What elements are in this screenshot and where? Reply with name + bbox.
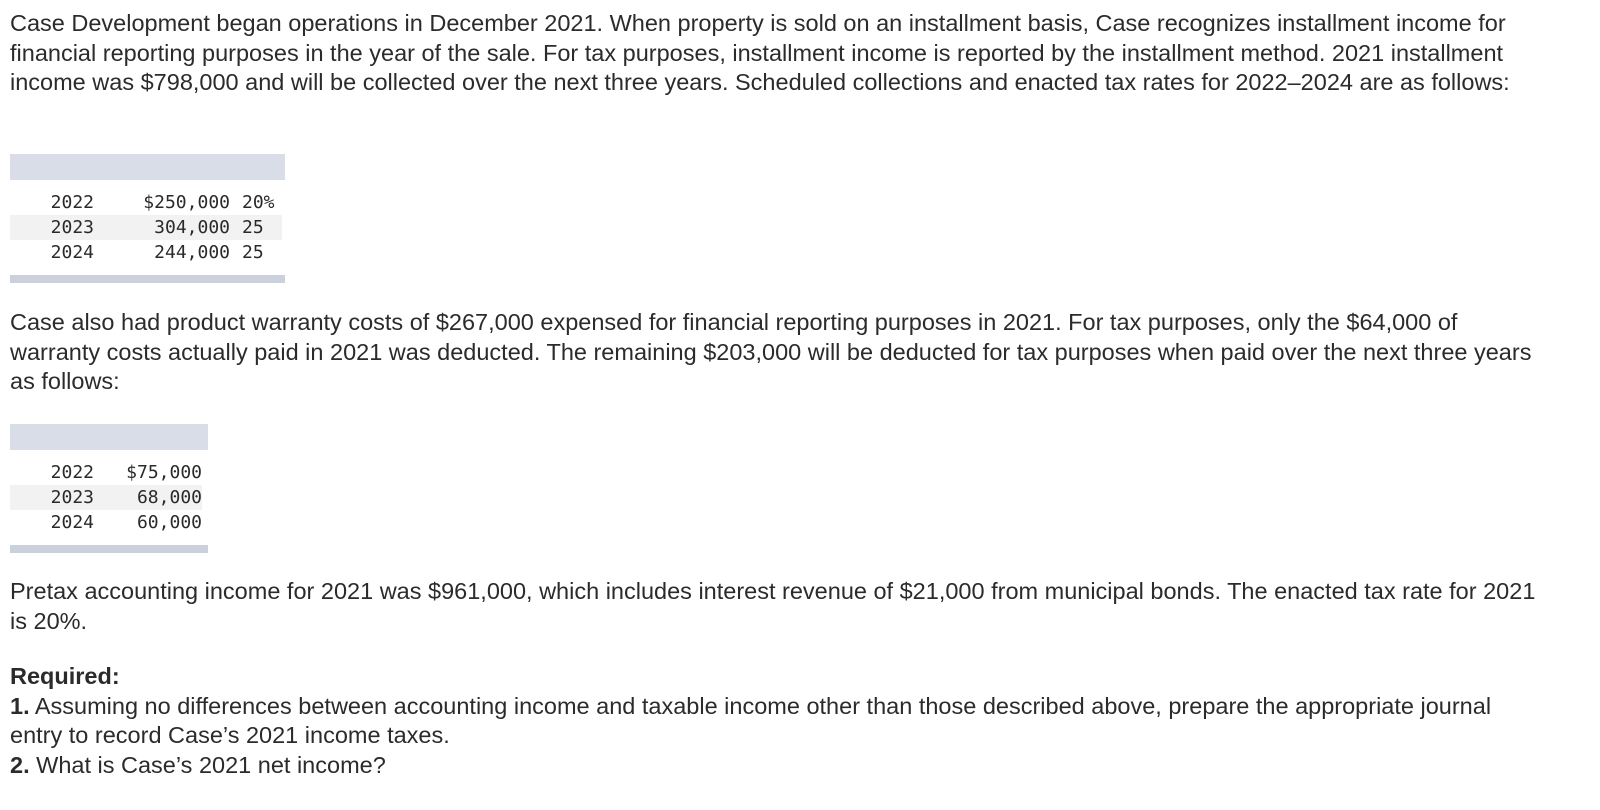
table-footer-bar xyxy=(10,275,285,283)
required-item-2 xyxy=(10,751,1510,781)
table-header-bar xyxy=(10,424,208,450)
warranty-paragraph: Case also had product warranty costs of $267,000 expensed for financial reporting purposes in 2021. For tax purposes, only the $64,000 of warranty costs actually paid in 2021 was deducted. The remaining $203,000 will be deducted for tax purposes when paid over the next three years as follows: xyxy=(10,309,1532,394)
required-heading: Required: xyxy=(10,663,120,689)
amount-cell: 304,000 xyxy=(154,217,230,238)
amount-cell: 244,000 xyxy=(154,242,230,263)
year-cell: 2023 xyxy=(50,217,94,238)
table-row xyxy=(10,510,208,535)
item-number: 2. xyxy=(10,751,30,778)
year-cell: 2022 xyxy=(50,462,94,483)
warranty-table xyxy=(10,424,208,553)
year-cell: 2022 xyxy=(50,192,94,213)
year-cell: 2023 xyxy=(50,487,94,508)
table-header-bar xyxy=(10,154,285,180)
table-row xyxy=(10,485,208,510)
item-number: 1. xyxy=(10,692,30,719)
item-text: Assuming no differences between accounting income and taxable income other than those described above, prepare the appropriate journal entry to record Case’s 2021 income taxes. xyxy=(10,692,1492,748)
pretax-paragraph: Pretax accounting income for 2021 was $961,000, which includes interest revenue of $21,000 from municipal bonds. The enacted tax rate for 2021 is 20%. xyxy=(10,578,1536,634)
collections-table xyxy=(10,154,285,283)
table-row xyxy=(10,215,285,240)
year-cell: 2024 xyxy=(50,512,94,533)
year-cell: 2024 xyxy=(50,242,94,263)
table-row xyxy=(10,240,285,265)
rate-cell: 20% xyxy=(242,192,275,213)
table-row xyxy=(10,460,208,485)
rate-cell: 25 xyxy=(242,242,264,263)
required-item-1 xyxy=(10,692,1510,751)
table-footer-bar xyxy=(10,545,208,553)
intro-paragraph: Case Development began operations in December 2021. When property is sold on an installment basis, Case recognizes installment income for financial reporting purposes in the year of the sale. For tax purposes, installment income is reported by the installment method. 2021 installment income was $798,000 and will be collected over the next three years. Scheduled collections and enacted tax rates for 2022–2024 are as follows: xyxy=(10,10,1510,95)
required-section xyxy=(10,662,1510,780)
amount-cell: 60,000 xyxy=(136,512,202,533)
amount-cell: $75,000 xyxy=(126,462,202,483)
amount-cell: 68,000 xyxy=(136,487,202,508)
table-row xyxy=(10,190,285,215)
item-text: What is Case’s 2021 net income? xyxy=(29,751,386,778)
rate-cell: 25 xyxy=(242,217,264,238)
amount-cell: $250,000 xyxy=(143,192,230,213)
